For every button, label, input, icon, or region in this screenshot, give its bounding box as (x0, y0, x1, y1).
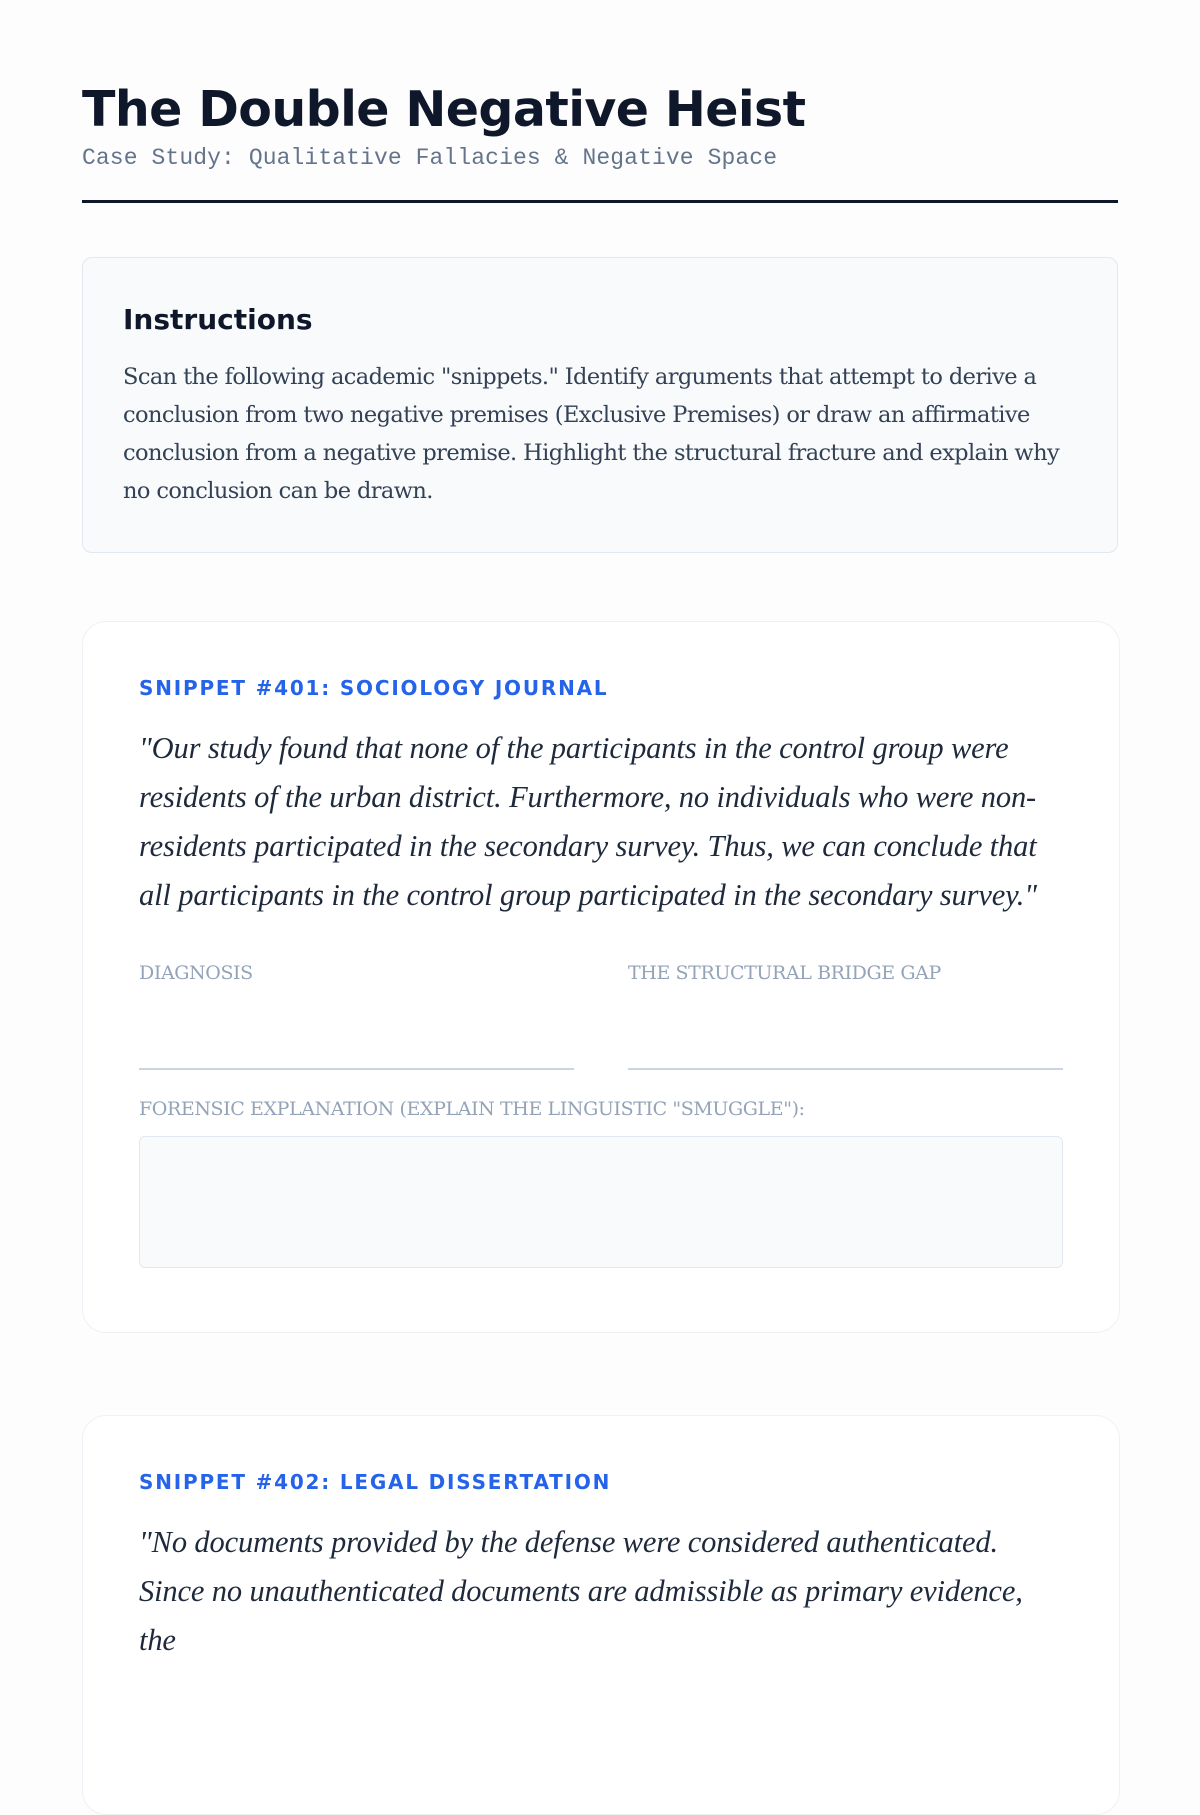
instructions-heading: Instructions (123, 303, 313, 336)
snippet-label: SNIPPET #402: LEGAL DISSERTATION (139, 1470, 612, 1494)
instructions-panel (82, 257, 1118, 553)
page-header (82, 0, 1118, 203)
bridge-gap-field (628, 960, 1063, 1070)
page-subtitle: Case Study: Qualitative Fallacies & Negative Space (82, 145, 778, 171)
snippet-quote: "No documents provided by the defense were considered authenticated. Since no unauthenticated documents are admissible as primary evidence, the (139, 1525, 1023, 1657)
explanation-textarea[interactable] (139, 1136, 1063, 1268)
diagnosis-field (139, 960, 574, 1070)
snippet-label: SNIPPET #401: SOCIOLOGY JOURNAL (139, 676, 609, 700)
instructions-body: Scan the following academic "snippets." Identify arguments that attempt to derive a conclusion from two negative premises (Exclusive Premises) or draw an affirmative conclusion from a negative premise. Highlight the structural fracture and explain why no conclusion can be drawn. (123, 364, 1060, 504)
snippet-card (82, 1415, 1120, 1815)
diagnosis-label: DIAGNOSIS (139, 962, 253, 984)
explanation-field (139, 1096, 1063, 1268)
bridge-gap-input[interactable] (628, 988, 1063, 1070)
snippet-quote: "Our study found that none of the participants in the control group were residents of the urban district. Furthermore, no individuals who were non-residents participated in the secondary survey. Thus, we can conclude that all participants in the control group participated in the secondary survey." (139, 731, 1037, 912)
diagnosis-input[interactable] (139, 988, 574, 1070)
explanation-label: FORENSIC EXPLANATION (EXPLAIN THE LINGUISTIC "SMUGGLE"): (139, 1098, 805, 1120)
bridge-gap-label: THE STRUCTURAL BRIDGE GAP (628, 962, 941, 984)
answer-fields-row (139, 960, 1063, 1070)
page-title: The Double Negative Heist (82, 81, 806, 138)
snippet-card (82, 621, 1120, 1333)
